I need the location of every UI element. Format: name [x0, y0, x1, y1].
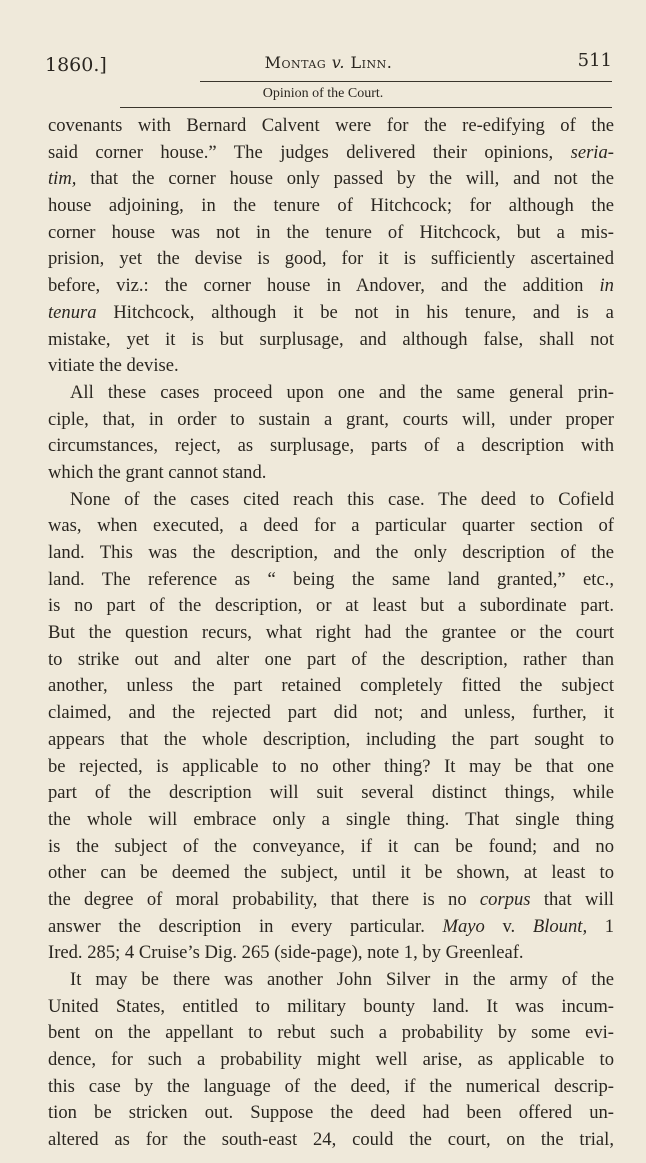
text-line: another, unless the part retained completely fitted the subject [48, 675, 614, 697]
text-line: the whole will embrace only a single thing. That single thing [48, 808, 614, 830]
text-line: appears that the whole description, including the part sought to [48, 728, 614, 750]
case-title [45, 53, 612, 72]
italic-term: in [599, 275, 614, 297]
text-line: bent on the appellant to rebut such a probability by some evi- [48, 1022, 614, 1044]
italic-term: corpus [479, 888, 531, 910]
text-line: other can be deemed the subject, until it be shown, at least to [48, 862, 614, 884]
text-line: is the subject of the conveyance, if it can be found; and no [48, 835, 614, 857]
text-line: prision, yet the devise is good, for it is sufficiently ascertained [48, 248, 614, 270]
italic-term: Mayo [442, 915, 485, 937]
text-line: dence, for such a probability might well arise, as applicable to [48, 1049, 614, 1071]
italic-term: seria- [570, 141, 614, 163]
header-year: 1860.] [45, 54, 107, 76]
text-line: It may be there was another John Silver in the army of the [70, 969, 614, 990]
case-party-left: Montag [264, 53, 327, 72]
text-line: was, when executed, a deed for a particular quarter section of [48, 515, 614, 537]
italic-term: tenura [48, 301, 97, 323]
text-line: which the grant cannot stand. [48, 461, 267, 483]
text-line: this case by the language of the deed, if the numerical descrip- [48, 1075, 614, 1097]
text-line: before, viz.: the corner house in Andover, and the addition in [48, 275, 614, 297]
italic-term: Blount, [532, 915, 588, 937]
text-line: said corner house.” The judges delivered their opinions, seria- [48, 141, 614, 163]
text-line: ciple, that, in order to sustain a grant, courts will, under proper [48, 408, 614, 430]
text-line: claimed, and the rejected part did not; and unless, further, it [48, 702, 614, 724]
section-subheading: Opinion of the Court. [262, 86, 384, 101]
text-line: answer the description in every particular. Mayo v. Blount, 1 [48, 915, 615, 937]
case-versus: v. [331, 53, 345, 72]
text-line: house adjoining, in the tenure of Hitchcock; for although the [48, 195, 614, 217]
text-line: vitiate the devise. [48, 355, 179, 377]
text-line: circumstances, reject, as surplusage, parts of a description with [48, 435, 614, 457]
italic-term: tim, [48, 168, 77, 190]
text-line: tenura Hitchcock, although it be not in his tenure, and is a [48, 301, 614, 323]
opinion-text [48, 113, 614, 1154]
text-line: All these cases proceed upon one and the same general prin- [70, 381, 614, 403]
text-line: tion be stricken out. Suppose the deed had been offered un- [48, 1102, 614, 1124]
text-line: Ired. 285; 4 Cruise’s Dig. 265 (side-page), note 1, by Greenleaf. [48, 942, 524, 964]
running-header [45, 50, 612, 80]
text-line: tim, that the corner house only passed by the will, and not the [48, 168, 614, 190]
text-line: None of the cases cited reach this case. The deed to Cofield [70, 488, 614, 510]
text-line: land. This was the description, and the only description of the [48, 542, 614, 563]
page-number: 511 [577, 50, 612, 71]
text-line: covenants with Bernard Calvent were for the re-edifying of the [48, 115, 614, 136]
text-line: United States, entitled to military bounty land. It was incum- [48, 995, 614, 1017]
text-line: part of the description will suit several distinct things, while [48, 782, 614, 804]
text-line: corner house was not in the tenure of Hitchcock, but a mis- [48, 221, 614, 243]
subheading-rule [120, 107, 612, 108]
text-line: altered as for the south-east 24, could the court, on the trial, [48, 1129, 614, 1151]
text-line: land. The reference as “ being the same land granted,” etc., [48, 568, 614, 590]
text-line: is no part of the description, or at least but a subordinate part. [48, 595, 614, 617]
text-line: But the question recurs, what right had the grantee or the court [48, 622, 614, 644]
text-line: to strike out and alter one part of the description, rather than [48, 648, 614, 670]
header-rule [200, 81, 612, 82]
text-line: the degree of moral probability, that there is no corpus that will [48, 888, 614, 910]
case-party-right: Linn. [350, 53, 393, 72]
text-line: mistake, yet it is but surplusage, and although false, shall not [48, 328, 614, 350]
text-line: be rejected, is applicable to no other thing? It may be that one [48, 755, 614, 777]
